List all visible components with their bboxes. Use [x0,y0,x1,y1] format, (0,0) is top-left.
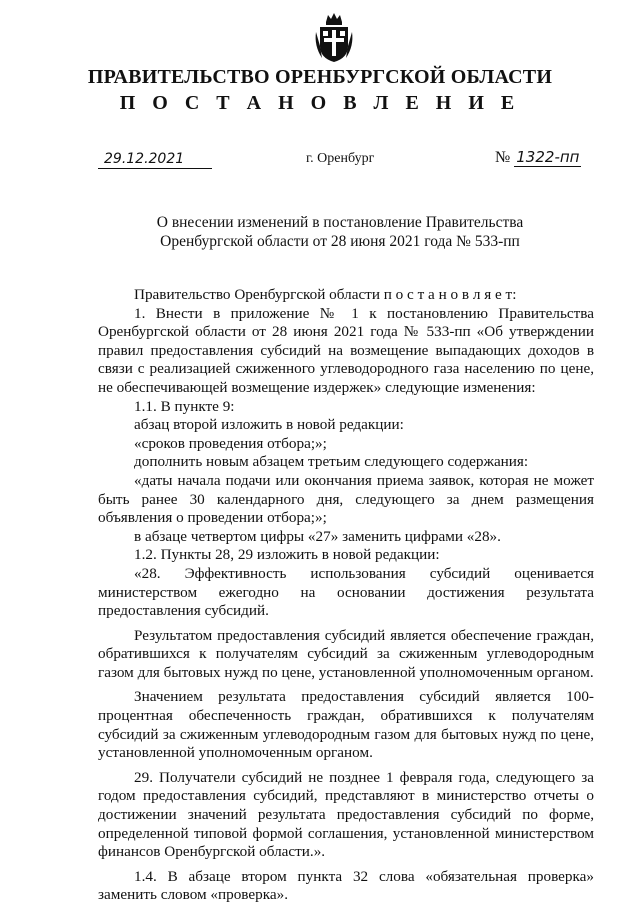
document-subject [80,213,600,251]
document-number [495,148,581,167]
body-paragraph: 29. Получатели субсидий не позднее 1 февраля года, следующего за годом предоставления субсидий, представляют в министерство отчеты о достижении значений результата предоставления субсидий по форме, определенной типовой формой соглашения, установленной министерством финансов Оренбургской области.». [98,768,594,861]
body-paragraph: 1. Внести в приложение № 1 к постановлению Правительства Оренбургской области от 28 июня 2021 года № 533-пп «Об утверждении правил предоставления субсидий на возмещение выпадающих доходов в связи с реализацией сжиженного углеводородного газа населению по цене, не обеспечивающей возмещение издержек» следующие изменения: [98,304,594,396]
number-label: № [495,149,511,166]
body-paragraph: 1.1. В пункте 9: [134,397,235,415]
government-title: ПРАВИТЕЛЬСТВО ОРЕНБУРГСКОЙ ОБЛАСТИ [87,66,553,88]
body-paragraph: дополнить новым абзацем третьим следующего содержания: [134,453,529,471]
document-date: 29.12.2021 [98,150,212,169]
document-city: г. Оренбург [306,151,375,166]
body-paragraph: в абзаце четвертом цифры «27» заменить цифрами «28». [134,527,501,545]
body-paragraph: «даты начала подачи или окончания приема заявок, которая не может быть ранее 30 календарного дня, следующего за днем размещения объявления о проведении отбора;»; [98,471,594,527]
body-paragraph: Результатом предоставления субсидий является обеспечение граждан, обратившихся к получателям субсидий за сжиженным углеводородным газом для бытовых нужд по цене, установленной уполномоченным органом. [98,626,594,681]
body-paragraph: абзац второй изложить в новой редакции: [134,416,404,434]
body-paragraph: 1.4. В абзаце втором пункта 32 слова «обязательная проверка» заменить словом «проверка». [98,867,594,904]
subject-line: Оренбургской области от 28 июня 2021 года № 533-пп [160,233,520,250]
document-body [98,286,594,905]
body-paragraph: «28. Эффективность использования субсидий оценивается министерством ежегодно на основании достижения результата предоставления субсидий. [98,564,594,620]
number-value: 1322-пп [516,148,580,166]
body-paragraph: Значением результата предоставления субсидий является 100-процентная обеспеченность граждан, обратившихся к получателям субсидий за сжиженным углеводородным газом для бытовых нужд по цене, установленной уполномоченным органом. [98,688,594,762]
subject-line: О внесении изменений в постановление Правительства [156,214,524,231]
body-paragraph: «сроков проведения отбора;»; [134,434,327,452]
body-paragraph: Правительство Оренбургской области п о с т а н о в л я е т: [134,286,517,303]
body-paragraph: 1.2. Пункты 28, 29 изложить в новой редакции: [134,546,440,564]
coat-of-arms-icon [314,12,354,64]
document-type: П О С Т А Н О В Л Е Н И Е [119,92,521,114]
